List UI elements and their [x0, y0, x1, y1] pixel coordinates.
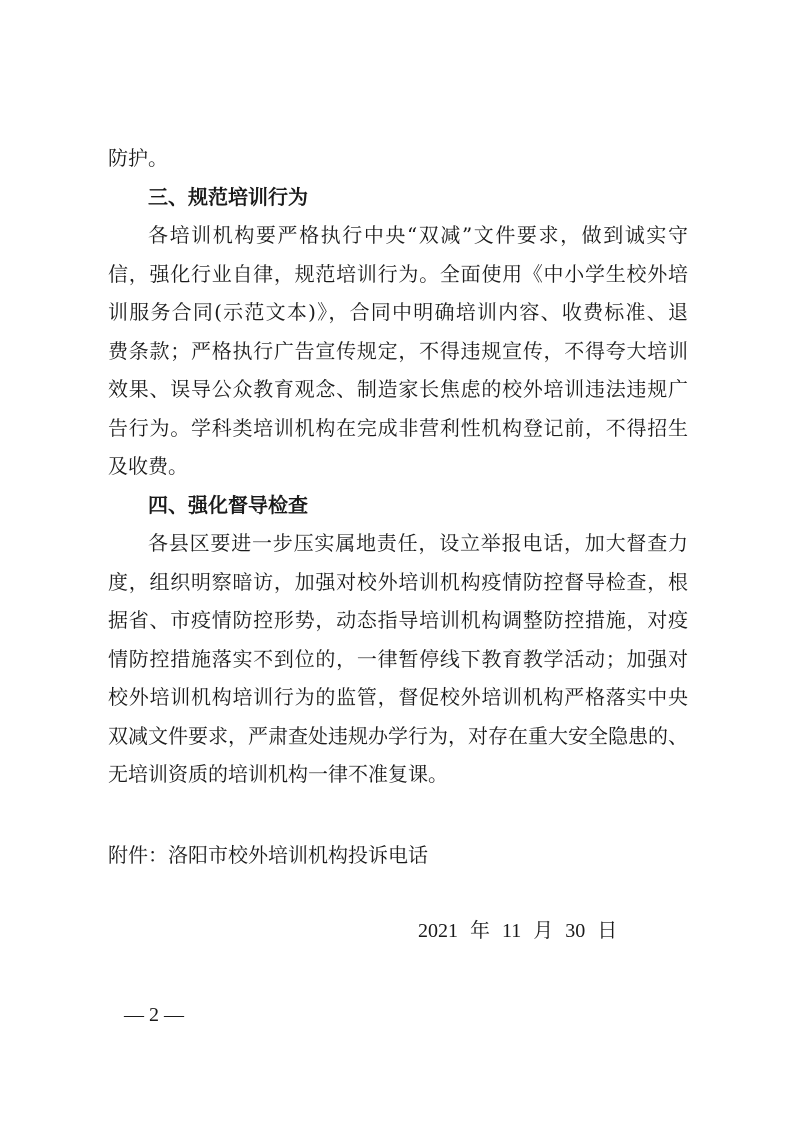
section-heading-4: 四、强化督导检查	[148, 493, 308, 517]
paragraph-line: 费条款；严格执行广告宣传规定，不得违规宣传，不得夸大培训	[108, 339, 688, 363]
paragraph-line: 据省、市疫情防控形势，动态指导培训机构调整防控措施，对疫	[108, 608, 688, 632]
document-date	[418, 916, 617, 946]
date-day: 30	[565, 920, 586, 942]
date-month: 11	[502, 920, 522, 942]
paragraph-line: 各县区要进一步压实属地责任，设立举报电话，加大督查力	[148, 531, 688, 555]
paragraph-line: 及收费。	[108, 454, 188, 478]
paragraph-line: 校外培训机构培训行为的监管，督促校外培训机构严格落实中央	[108, 685, 688, 709]
date-month-unit: 月	[533, 920, 554, 942]
paragraph-line: 双减文件要求，严肃查处违规办学行为，对存在重大安全隐患的、	[108, 724, 688, 748]
paragraph-line: 告行为。学科类培训机构在完成非营利性机构登记前，不得招生	[108, 416, 688, 440]
paragraph-line: 训服务合同(示范文本)》，合同中明确培训内容、收费标准、退	[108, 300, 688, 324]
date-year: 2021	[418, 920, 458, 942]
paragraph-line: 情防控措施落实不到位的，一律暂停线下教育教学活动；加强对	[108, 647, 688, 671]
paragraph-line: 信，强化行业自律，规范培训行为。全面使用《中小学生校外培	[108, 262, 688, 286]
page-number: — 2 —	[124, 1004, 184, 1026]
paragraph-line: 无培训资质的培训机构一律不准复课。	[108, 762, 448, 786]
date-year-unit: 年	[470, 920, 490, 942]
date-day-unit: 日	[597, 920, 618, 942]
attachment-note: 附件：洛阳市校外培训机构投诉电话	[108, 843, 428, 867]
paragraph-line: 度，组织明察暗访，加强对校外培训机构疫情防控督导检查，根	[108, 570, 688, 594]
paragraph-line: 效果、误导公众教育观念、制造家长焦虑的校外培训违法违规广	[108, 377, 688, 401]
paragraph-line: 防护。	[108, 146, 168, 170]
section-heading-3: 三、规范培训行为	[148, 185, 308, 209]
paragraph-line: 各培训机构要严格执行中央“双减”文件要求，做到诚实守	[148, 223, 688, 247]
